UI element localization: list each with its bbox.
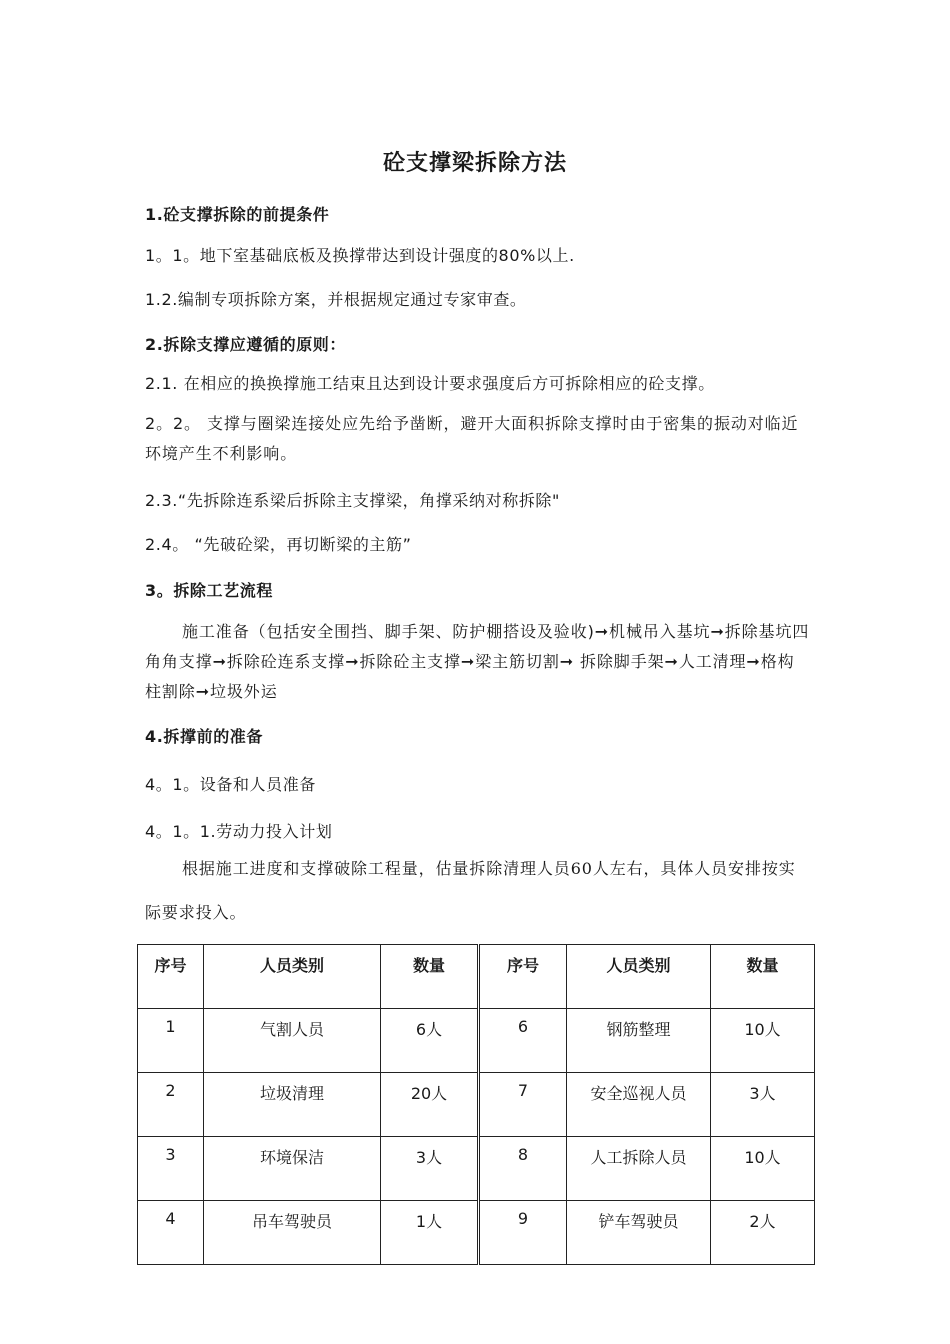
section2-item-4: 2.4。 “先破砼梁，再切断梁的主筋”	[145, 535, 412, 554]
table-cell: 6	[479, 1009, 567, 1073]
table-cell: 吊车驾驶员	[204, 1201, 381, 1265]
section2-item-1: 2.1. 在相应的换换撑施工结束且达到设计要求强度后方可拆除相应的砼支撑。	[145, 374, 715, 393]
section4-sub-2: 4。1。1.劳动力投入计划	[145, 822, 333, 841]
section1-item-2: 1.2.编制专项拆除方案，并根据规定通过专家审查。	[145, 290, 527, 309]
section1-heading: 1.砼支撑拆除的前提条件	[145, 205, 330, 224]
section2-item-3: 2.3.“先拆除连系梁后拆除主支撑梁，角撑采纳对称拆除"	[145, 491, 560, 510]
table-cell: 气割人员	[204, 1009, 381, 1073]
table-cell: 6人	[381, 1009, 479, 1073]
labor-paragraph: 根据施工进度和支撑破除工程量，估量拆除清理人员60人左右，具体人员安排按实际要求投入。	[145, 859, 796, 922]
process-flow: 施工准备（包括安全围挡、脚手架、防护棚搭设及验收)➞机械吊入基坑➞拆除基坑四角角支撑➞拆除砼连系支撑➞拆除砼主支撑➞梁主筋切割➞ 拆除脚手架➞人工清理➞格构柱割除➞垃圾外运	[145, 622, 810, 701]
table-cell: 1	[138, 1009, 204, 1073]
staffing-table	[137, 944, 815, 1265]
header-cell: 人员类别	[204, 945, 381, 1009]
section2-item-2: 2。2。 支撑与圈梁连接处应先给予凿断，避开大面积拆除支撑时由于密集的振动对临近环境产生不利影响。	[145, 414, 799, 463]
table-cell: 8	[479, 1137, 567, 1201]
table-cell: 3	[138, 1137, 204, 1201]
table-row	[138, 1201, 815, 1265]
table-cell: 2人	[711, 1201, 815, 1265]
table-cell: 10人	[711, 1009, 815, 1073]
header-cell: 数量	[381, 945, 479, 1009]
table-cell: 安全巡视人员	[567, 1073, 711, 1137]
table-cell: 10人	[711, 1137, 815, 1201]
table-cell: 2	[138, 1073, 204, 1137]
table-row	[138, 1009, 815, 1073]
table-cell: 3人	[381, 1137, 479, 1201]
header-cell: 序号	[138, 945, 204, 1009]
header-cell: 数量	[711, 945, 815, 1009]
section4-sub-1: 4。1。设备和人员准备	[145, 775, 316, 794]
table-cell: 7	[479, 1073, 567, 1137]
table-header-row	[138, 945, 815, 1009]
section4-heading: 4.拆撑前的准备	[145, 727, 264, 746]
table-cell: 20人	[381, 1073, 479, 1137]
table-cell: 3人	[711, 1073, 815, 1137]
table-cell: 环境保洁	[204, 1137, 381, 1201]
table-row	[138, 1073, 815, 1137]
page-title: 砼支撑梁拆除方法	[382, 151, 567, 176]
table-cell: 9	[479, 1201, 567, 1265]
table-cell: 垃圾清理	[204, 1073, 381, 1137]
table-cell: 人工拆除人员	[567, 1137, 711, 1201]
section3-heading: 3。拆除工艺流程	[145, 581, 273, 600]
table-row	[138, 1137, 815, 1201]
header-cell: 人员类别	[567, 945, 711, 1009]
table-cell: 1人	[381, 1201, 479, 1265]
section2-heading: 2.拆除支撑应遵循的原则：	[145, 335, 347, 354]
table-cell: 4	[138, 1201, 204, 1265]
table-cell: 铲车驾驶员	[567, 1201, 711, 1265]
section1-item-1: 1。1。地下室基础底板及换撑带达到设计强度的80%以上.	[145, 246, 575, 265]
header-cell: 序号	[479, 945, 567, 1009]
table-cell: 钢筋整理	[567, 1009, 711, 1073]
